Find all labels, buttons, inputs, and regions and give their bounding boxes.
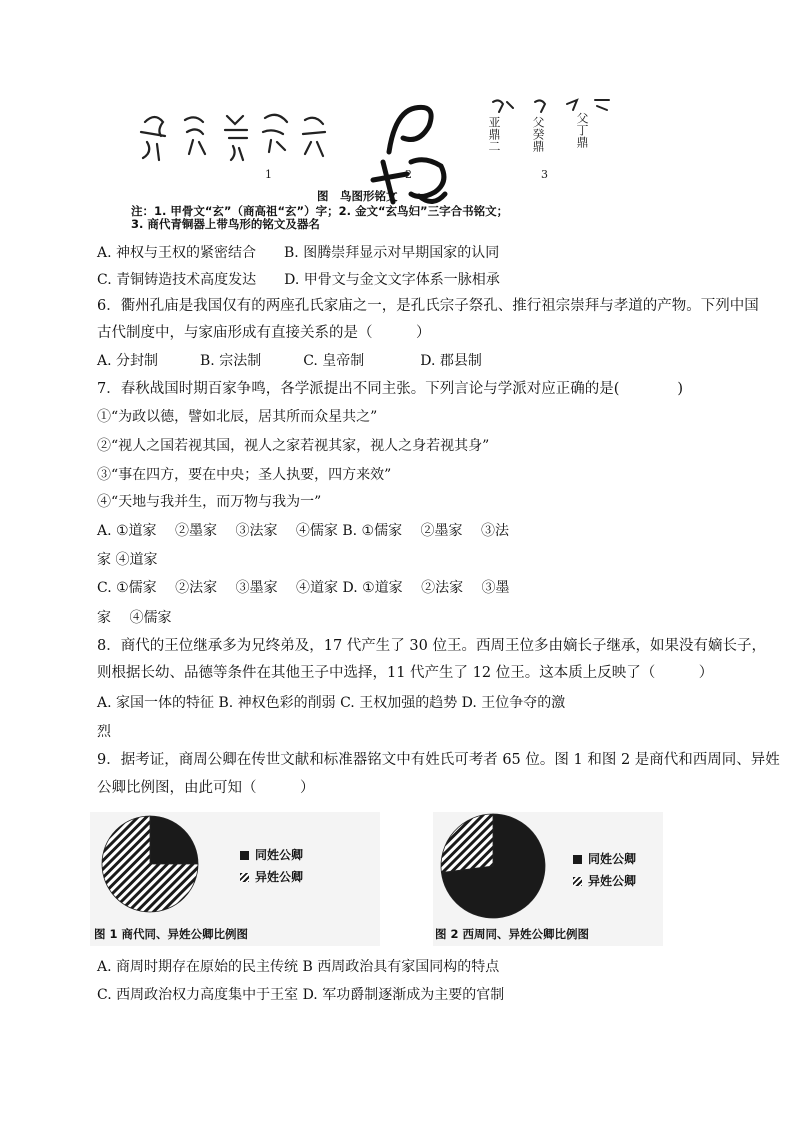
pie2-legend-same-label: 同姓公卿 (588, 852, 637, 866)
q9-stem-line-2: 公卿比例图，由此可知（ ） (97, 780, 315, 796)
pie1-legend-diff (240, 868, 303, 885)
pie-chart-1-panel (90, 812, 380, 946)
pie1-title: 图 1 商代同、异姓公卿比例图 (94, 927, 249, 941)
figure-number-2: 2 (405, 168, 412, 181)
inscription-col-2-text: 父癸鼎 (531, 116, 545, 152)
q7-option-ab-wrap: 家 ④道家 (97, 552, 158, 568)
figure-caption: 图 鸟图形铭文 (317, 189, 398, 203)
q7-option-cd-wrap: 家 ④儒家 (97, 610, 172, 626)
q9-options-row-1: A. 商周时期存在原始的民主传统 B 西周政治具有家国同构的特点 (97, 959, 500, 975)
inscription-col-2 (531, 116, 545, 152)
figure-number-3: 3 (541, 168, 548, 181)
q6-stem-line-1: 6．衢州孔庙是我国仅有的两座孔氏家庙之一，是孔氏宗子祭孔、推行祖宗崇拜与孝道的产物。下列中国 (97, 298, 759, 314)
q7-statement-4: ④“天地与我并生，而万物与我为一” (97, 494, 322, 510)
figure-note-2: 3. 商代青铜器上带鸟形的铭文及器名 (131, 217, 320, 231)
q9-stem-line-1: 9．据考证，商周公卿在传世文献和标准器铭文中有姓氏可考者 65 位。图 1 和图 2 是商代和西周同、异姓 (97, 752, 780, 768)
pie2-legend-diff-label: 异姓公卿 (588, 874, 637, 888)
pie2-legend-same (573, 850, 636, 867)
inscription-col-3 (575, 112, 589, 148)
q8-stem-line-2: 则根据长幼、品德等条件在其他王子中选择，11 代产生了 12 位王。这本质上反映了（ ） (97, 665, 714, 681)
solid-swatch-icon (240, 851, 249, 860)
pie2-title: 图 2 西周同、异姓公卿比例图 (435, 927, 590, 941)
hatched-swatch-icon (240, 873, 249, 882)
q8-options-wrap: 烈 (97, 724, 111, 740)
q9-options-row-2: C. 西周政治权力高度集中于王室 D. 军功爵制逐渐成为主要的官制 (97, 987, 505, 1003)
pie1-legend-same (240, 846, 303, 863)
q7-option-ab: A. ①道家 ②墨家 ③法家 ④儒家 B. ①儒家 ②墨家 ③法 (97, 523, 510, 539)
q7-stem: 7．春秋战国时期百家争鸣，各学派提出不同主张。下列言论与学派对应正确的是( ) (97, 381, 684, 397)
pie1-legend-same-label: 同姓公卿 (255, 848, 304, 862)
diff-surname-slice-pie2 (441, 814, 493, 873)
q7-option-cd: C. ①儒家 ②法家 ③墨家 ④道家 D. ①道家 ②法家 ③墨 (97, 580, 510, 596)
q8-options: A. 家国一体的特征 B. 神权色彩的削弱 C. 王权加强的趋势 D. 王位争夺的激 (97, 695, 566, 711)
figure-number-1: 1 (265, 168, 272, 181)
inscription-col-1 (487, 116, 501, 152)
bird-inscription-figure (127, 92, 647, 230)
q8-stem-line-1: 8．商代的王位继承多为兄终弟及，17 代产生了 30 位王。西周王位多由嫡长子继承，如果没有嫡长子， (97, 638, 766, 654)
q7-statement-2: ②“视人之国若视其国，视人之家若视其家，视人之身若视其身” (97, 438, 490, 454)
solid-swatch-icon (573, 855, 582, 864)
same-surname-slice-pie1 (150, 816, 198, 864)
q6-stem-line-2: 古代制度中，与家庙形成有直接关系的是（ ） (97, 325, 431, 341)
q5-options-row-1: A. 神权与王权的紧密结合 B. 图腾崇拜显示对早期国家的认同 (97, 245, 500, 261)
hatched-swatch-icon (573, 877, 582, 886)
q7-statement-1: ①“为政以德，譬如北辰，居其所而众星共之” (97, 409, 378, 425)
inscription-col-3-text: 父丁鼎 (575, 112, 589, 148)
q7-statement-3: ③“事在四方，要在中央；圣人执要，四方来效” (97, 467, 392, 483)
pie-chart-2-panel (433, 812, 663, 946)
pie2-legend-diff (573, 872, 636, 889)
pie1-legend-diff-label: 异姓公卿 (255, 870, 304, 884)
inscription-col-1-text: 亚鼎二 (487, 116, 501, 152)
q6-options: A. 分封制 B. 宗法制 C. 皇帝制 D. 郡县制 (97, 353, 482, 369)
figure-note-1: 注：1. 甲骨文“玄”（商高祖“玄”）字；2. 金文“玄鸟妇”三字合书铭文； (131, 204, 509, 218)
q5-options-row-2: C. 青铜铸造技术高度发达 D. 甲骨文与金文文字体系一脉相承 (97, 272, 500, 288)
